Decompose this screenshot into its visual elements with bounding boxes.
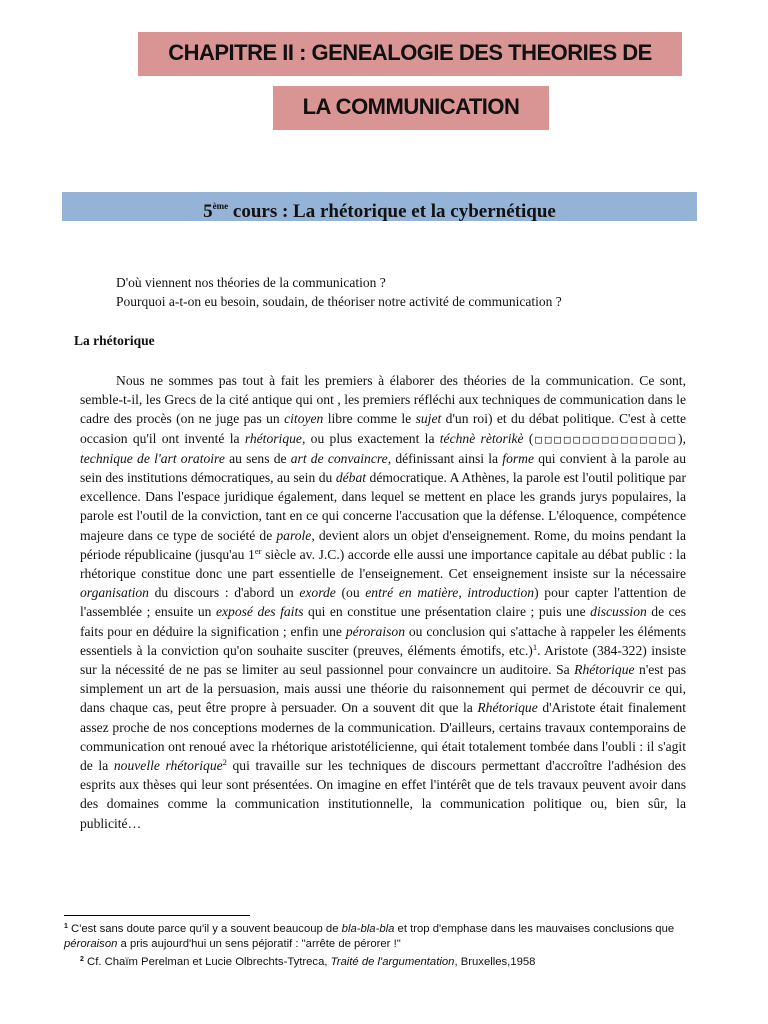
italic-term: péroraison bbox=[345, 623, 405, 639]
course-heading bbox=[62, 192, 697, 221]
italic-term: nouvelle rhétorique bbox=[113, 758, 223, 774]
text-run: , Bruxelles,1958 bbox=[454, 956, 536, 968]
text-run: du discours : d'abord un bbox=[148, 585, 300, 601]
text-run: . Aristote (384-322) insiste sur la nécessité de ne pas se limiter au seul passionnel pour convaincre un auditoire. Sa bbox=[80, 642, 686, 678]
footnote-2-mark: 2 bbox=[80, 956, 84, 963]
text-run: démocratique. A Athènes, la parole est l'outil politique par excellence. Dans l'espace juridique également, dans lequel se mettent en place les grands jurys populaires, la parole est l'outil de la conviction, tant en ce qui concerne l'accusation que la défense. L'éloquence, compétence majeure dans ce type de société de bbox=[80, 470, 686, 543]
text-run: au sens de bbox=[224, 450, 291, 466]
course-number-superscript: ème bbox=[212, 201, 229, 211]
text-run: , définissant ainsi la bbox=[387, 450, 503, 466]
text-run: a pris aujourd'hui un sens péjoratif : "arrête de pérorer !" bbox=[117, 937, 401, 950]
chapter-title-line-2: LA COMMUNICATION bbox=[273, 86, 549, 130]
italic-term: bla-bla-bla bbox=[341, 923, 395, 935]
italic-term: exorde bbox=[299, 585, 336, 601]
italic-term: organisation bbox=[80, 585, 149, 601]
italic-term: entré en matière, introduction bbox=[365, 585, 535, 601]
question-2: Pourquoi a-t-on eu besoin, soudain, de théoriser notre activité de communication ? bbox=[116, 294, 562, 309]
italic-term: rhétorique bbox=[244, 430, 302, 446]
body-text bbox=[80, 371, 686, 833]
body-paragraph bbox=[80, 371, 686, 833]
footnote-1-mark: 1 bbox=[64, 923, 68, 930]
course-number: 5 bbox=[203, 201, 213, 222]
footnote-1 bbox=[64, 922, 694, 951]
text-run: , devient alors un objet d'enseignement. Rome, du moins pendant la période républicaine (jusqu'au 1 bbox=[80, 527, 686, 562]
text-run: d'un roi) et du débat politique. C'est à cette occasion qu'il ont inventé la bbox=[80, 411, 686, 446]
text-run: de ces faits pour en déduire la signification ; enfin une bbox=[80, 604, 686, 639]
italic-term: débat bbox=[335, 470, 367, 486]
footnote-ref-2[interactable]: 2 bbox=[222, 757, 227, 768]
text-run: ) pour capter l'attention de l'assemblée ; ensuite un bbox=[80, 585, 686, 620]
italic-term: téchnè rètorikè bbox=[439, 430, 524, 446]
superscript-er: er bbox=[254, 545, 262, 556]
italic-term: parole bbox=[276, 527, 312, 543]
text-run: Cf. Chaïm Perelman et Lucie Olbrechts-Tytreca, bbox=[83, 956, 331, 968]
footnote-separator bbox=[64, 915, 250, 916]
question-1: D'où viennent nos théories de la communication ? bbox=[116, 275, 386, 290]
footnote-2 bbox=[80, 955, 535, 970]
italic-term: Traité de l'argumentation bbox=[330, 956, 455, 968]
text-run: (ou bbox=[335, 585, 366, 601]
italic-term: sujet bbox=[415, 411, 442, 427]
italic-term: Rhétorique bbox=[477, 700, 538, 716]
course-label: cours : La rhétorique et la cybernétique bbox=[228, 201, 556, 222]
italic-term: art de convaincre bbox=[290, 450, 388, 466]
text-run: ), bbox=[678, 430, 686, 446]
italic-term: discussion bbox=[590, 604, 647, 620]
text-run: C'est sans doute parce qu'il y a souvent beaucoup de bbox=[67, 923, 342, 935]
text-run: libre comme le bbox=[323, 411, 416, 427]
greek-missing-glyphs: □□□□□□□□□□□□□□□ bbox=[533, 432, 679, 446]
text-run: qui en constitue une présentation claire ; puis une bbox=[303, 604, 591, 620]
text-run: ou conclusion qui s'attache à rappeler les éléments essentiels à la conviction qu'on souhaite susciter (preuves, éléments émotifs, etc.) bbox=[80, 623, 686, 658]
text-run: , ou plus exactement la bbox=[301, 430, 440, 446]
italic-term: péroraison bbox=[64, 937, 118, 950]
text-run: siècle av. J.C.) accorde elle aussi une importance capitale au débat public : la rhétorique constitue donc une part essentielle de l'enseignement. Cet enseignement insiste sur la nécessaire bbox=[80, 546, 686, 582]
footnote-ref-1[interactable]: 1 bbox=[532, 641, 538, 652]
italic-term: Rhétorique bbox=[574, 662, 635, 678]
text-run: Nous ne sommes pas tout à fait les premiers à élaborer des théories de la communication. Ce sont, semble-t-il, les Grecs de la cité antique qui ont , les premiers réfléchi aux techniques de communication dans le cadre des procès (on ne juge pas un bbox=[80, 373, 686, 427]
text-run: ( bbox=[523, 430, 534, 446]
italic-term: technique de l'art oratoire bbox=[80, 450, 225, 466]
text-run: qui convient à la parole au sein des institutions démocratiques, au sein du bbox=[80, 450, 687, 486]
section-heading: La rhétorique bbox=[74, 333, 155, 348]
text-run: n'est pas simplement un art de la persuasion, mais aussi une théorie du raisonnement qui permet de découvrir ce qui, dans chaque cas, peut être propre à persuader. On a souvent dit que la bbox=[80, 662, 686, 716]
italic-term: citoyen bbox=[284, 411, 324, 427]
italic-term: exposé des faits bbox=[215, 604, 304, 620]
italic-term: forme bbox=[502, 450, 535, 466]
text-run: et trop d'emphase dans les mauvaises conclusions que bbox=[394, 923, 675, 935]
chapter-title-line-1: CHAPITRE II : GENEALOGIE DES THEORIES DE bbox=[138, 32, 682, 76]
text-run: d'Aristote était finalement assez proche de nos conceptions modernes de la communication. D'ailleurs, certains travaux contemporains de communication ont renoué avec la rhétorique aristotélicienne, qui était totalement tombée dans l'oubli : il s'agit de la bbox=[80, 700, 686, 774]
text-run: qui travaille sur les techniques de discours permettant d'accroître l'adhésion des esprits aux thèses qui leur sont présentées. On imagine en effet l'intérêt que de tels travaux peuvent avoir dans des domaines comme la communication institutionnelle, la communication politique ou, bien sûr, la publicité… bbox=[80, 758, 686, 831]
